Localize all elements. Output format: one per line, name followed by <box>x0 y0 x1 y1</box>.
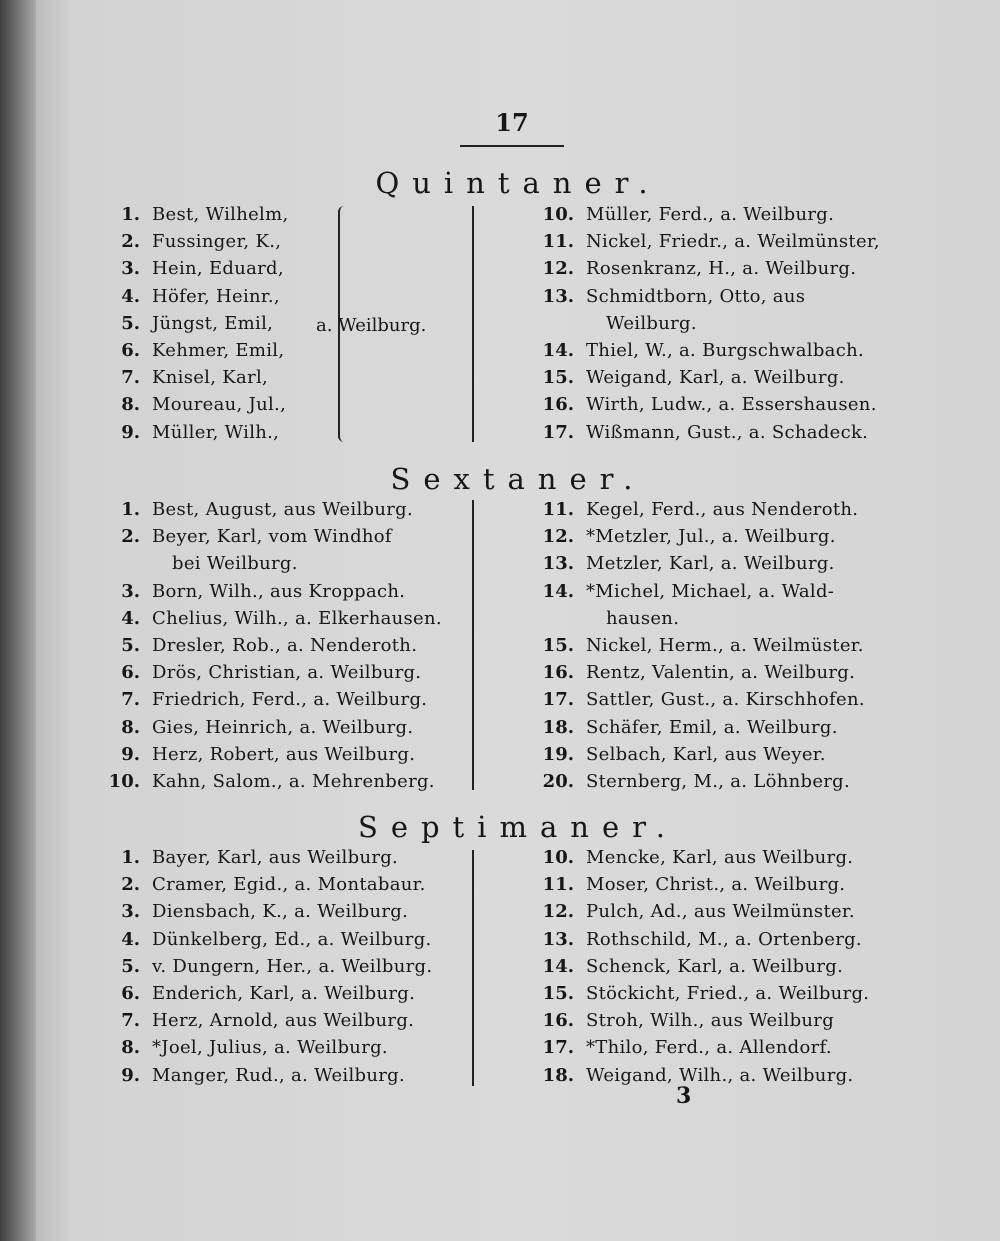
entry-text: v. Dungern, Her., a. Weilburg. <box>152 955 433 977</box>
list-entry <box>121 285 280 307</box>
entry-text: Moser, Christ., a. Weilburg. <box>586 874 846 896</box>
list-entry <box>121 312 274 334</box>
list-entry <box>121 394 287 416</box>
entry-text: Weigand, Wilh., a. Weilburg. <box>586 1064 854 1086</box>
entry-text: *Michel, Michael, a. Wald- <box>586 580 835 602</box>
entry-text: Knisel, Karl, <box>152 367 269 389</box>
entry-number: 13. <box>542 285 574 307</box>
list-entry <box>542 847 854 868</box>
entry-number: 1. <box>121 499 140 520</box>
list-entry <box>121 1010 415 1032</box>
list-entry <box>542 526 836 548</box>
signature-mark: 3 <box>676 1083 692 1109</box>
entry-text: Sattler, Gust., a. Kirschhofen. <box>586 689 865 711</box>
entry-text: Sternberg, M., a. Löhnberg. <box>586 771 851 792</box>
entry-number: 8. <box>121 716 140 738</box>
entry-text: hausen. <box>606 607 680 629</box>
list-entry <box>542 1064 854 1086</box>
entry-text: Herz, Robert, aus Weilburg. <box>152 743 416 765</box>
sextaner-column-rule <box>472 500 474 790</box>
list-entry <box>542 394 877 416</box>
entry-text: Bayer, Karl, aus Weilburg. <box>152 847 399 868</box>
list-entry <box>542 662 856 684</box>
entry-text: Herz, Arnold, aus Weilburg. <box>152 1010 415 1032</box>
entry-number: 11. <box>542 499 574 520</box>
entry-number: 3. <box>121 901 140 923</box>
entry-text: Best, Wilhelm, <box>152 204 289 225</box>
entry-text: Nickel, Herm., a. Weilmüster. <box>586 635 864 656</box>
entry-number: 12. <box>542 901 574 923</box>
list-entry <box>542 204 835 225</box>
entry-text: Weigand, Karl, a. Weilburg. <box>586 367 845 389</box>
entry-number: 5. <box>121 635 140 656</box>
septimaner-column-rule <box>472 850 474 1086</box>
list-entry <box>121 526 392 548</box>
entry-number: 8. <box>121 1037 140 1059</box>
entry-text: Stöckicht, Fried., a. Weilburg. <box>586 983 870 1004</box>
entry-text: *Joel, Julius, a. Weilburg. <box>152 1037 388 1059</box>
entry-number: 7. <box>121 367 140 389</box>
entry-text: Drös, Christian, a. Weilburg. <box>152 662 422 684</box>
entry-number: 2. <box>121 874 140 896</box>
list-entry <box>121 847 399 868</box>
entry-text: Dresler, Rob., a. Nenderoth. <box>152 635 418 656</box>
entry-text: Friedrich, Ferd., a. Weilburg. <box>152 689 428 711</box>
entry-number: 8. <box>121 394 140 416</box>
list-entry <box>542 231 880 253</box>
entry-number: 17. <box>542 421 574 443</box>
entry-number: 10. <box>542 847 574 868</box>
list-entry <box>606 313 697 334</box>
section-heading-sextaner: Sextaner. <box>390 462 646 496</box>
entry-text: *Metzler, Jul., a. Weilburg. <box>586 526 836 548</box>
entry-number: 3. <box>121 580 140 602</box>
list-entry <box>121 607 442 629</box>
entry-text: Best, August, aus Weilburg. <box>152 499 413 520</box>
entry-number: 7. <box>121 1010 140 1032</box>
entry-number: 19. <box>542 743 574 765</box>
list-entry <box>542 1037 832 1059</box>
list-entry <box>121 635 418 656</box>
list-entry <box>542 258 857 280</box>
section-heading-quintaner: Quintaner. <box>375 166 661 200</box>
list-entry <box>121 1037 388 1059</box>
list-entry <box>542 635 864 656</box>
entry-number: 16. <box>542 662 574 684</box>
entry-text: Schenck, Karl, a. Weilburg. <box>586 955 844 977</box>
entry-text: Weilburg. <box>606 312 697 334</box>
list-entry <box>542 716 838 738</box>
entry-number: 10. <box>542 204 574 225</box>
entry-number: 17. <box>542 689 574 711</box>
list-entry <box>542 874 846 896</box>
entry-text: Schäfer, Emil, a. Weilburg. <box>586 716 838 738</box>
entry-text: Höfer, Heinr., <box>152 285 280 307</box>
entry-text: Wirth, Ludw., a. Essershausen. <box>586 394 877 416</box>
entry-number: 20. <box>542 771 574 792</box>
list-entry <box>542 955 844 977</box>
entry-text: Fussinger, K., <box>152 231 282 253</box>
list-entry <box>542 901 855 923</box>
entry-number: 13. <box>542 928 574 950</box>
entry-number: 10. <box>108 771 140 792</box>
list-entry <box>542 928 862 950</box>
entry-text: Mencke, Karl, aus Weilburg. <box>586 847 854 868</box>
entry-number: 16. <box>542 1010 574 1032</box>
entry-number: 11. <box>542 231 574 253</box>
entry-text: bei Weilburg. <box>172 553 298 575</box>
list-entry <box>121 983 416 1004</box>
list-entry <box>121 901 409 923</box>
list-entry <box>121 1064 405 1086</box>
entry-number: 6. <box>121 340 140 361</box>
list-entry <box>121 258 284 280</box>
entry-text: *Thilo, Ferd., a. Allendorf. <box>586 1037 832 1059</box>
entry-number: 11. <box>542 874 574 896</box>
entry-text: Kahn, Salom., a. Mehrenberg. <box>152 771 435 792</box>
list-entry <box>542 340 865 361</box>
entry-number: 14. <box>542 580 574 602</box>
entry-text: Nickel, Friedr., a. Weilmünster, <box>586 231 880 253</box>
entry-number: 18. <box>542 716 574 738</box>
entry-number: 12. <box>542 526 574 548</box>
list-entry <box>121 955 433 977</box>
entry-number: 4. <box>121 285 140 307</box>
entry-text: Chelius, Wilh., a. Elkerhausen. <box>152 607 442 629</box>
list-entry <box>542 367 845 389</box>
entry-text: Metzler, Karl, a. Weilburg. <box>586 553 835 575</box>
entry-text: Beyer, Karl, vom Windhof <box>152 526 392 548</box>
entry-text: Moureau, Jul., <box>152 394 287 416</box>
list-entry <box>121 580 406 602</box>
list-entry <box>542 743 826 765</box>
entry-number: 4. <box>121 607 140 629</box>
list-entry <box>542 553 835 575</box>
entry-number: 7. <box>121 689 140 711</box>
list-entry <box>542 421 869 443</box>
entry-text: Manger, Rud., a. Weilburg. <box>152 1064 405 1086</box>
entry-number: 15. <box>542 983 574 1004</box>
entry-text: Rosenkranz, H., a. Weilburg. <box>586 258 857 280</box>
list-entry <box>542 689 865 711</box>
entry-text: Kehmer, Emil, <box>152 340 285 361</box>
list-entry <box>121 662 422 684</box>
section-heading-septimaner: Septimaner. <box>357 810 679 844</box>
entry-text: Rothschild, M., a. Ortenberg. <box>586 928 862 950</box>
entry-text: Dünkelberg, Ed., a. Weilburg. <box>152 928 432 950</box>
list-entry <box>121 874 426 896</box>
entry-number: 15. <box>542 635 574 656</box>
list-entry <box>542 1010 835 1032</box>
entry-number: 1. <box>121 847 140 868</box>
entry-number: 9. <box>121 421 140 443</box>
entry-number: 4. <box>121 928 140 950</box>
entry-number: 9. <box>121 1064 140 1086</box>
entry-text: Enderich, Karl, a. Weilburg. <box>152 983 416 1004</box>
entry-number: 13. <box>542 553 574 575</box>
list-entry <box>172 553 298 574</box>
document-page <box>36 0 1000 1241</box>
list-entry <box>108 771 435 792</box>
entry-number: 3. <box>121 258 140 280</box>
entry-number: 15. <box>542 367 574 389</box>
entry-text: Gies, Heinrich, a. Weilburg. <box>152 716 414 738</box>
list-entry <box>542 771 851 792</box>
entry-text: Stroh, Wilh., aus Weilburg <box>586 1010 835 1032</box>
entry-number: 14. <box>542 340 574 361</box>
entry-text: Müller, Ferd., a. Weilburg. <box>586 204 835 225</box>
list-entry <box>121 716 414 738</box>
quintaner-column-rule <box>472 206 474 442</box>
entry-text: Schmidtborn, Otto, aus <box>586 285 806 307</box>
entry-text: Hein, Eduard, <box>152 258 284 280</box>
page-number: 17 <box>460 108 564 147</box>
list-entry <box>542 499 859 520</box>
entry-number: 17. <box>542 1037 574 1059</box>
entry-number: 2. <box>121 526 140 548</box>
list-entry <box>606 608 679 629</box>
list-entry <box>121 231 282 253</box>
entry-text: Pulch, Ad., aus Weilmünster. <box>586 901 855 923</box>
entry-text: Jüngst, Emil, <box>152 312 274 334</box>
entry-text: Diensbach, K., a. Weilburg. <box>152 901 409 923</box>
entry-text: Rentz, Valentin, a. Weilburg. <box>586 662 856 684</box>
entry-number: 1. <box>121 204 140 225</box>
entry-number: 12. <box>542 258 574 280</box>
entry-text: Wißmann, Gust., a. Schadeck. <box>586 421 869 443</box>
entry-number: 2. <box>121 231 140 253</box>
list-entry <box>542 580 835 602</box>
entry-text: Müller, Wilh., <box>152 421 280 443</box>
list-entry <box>121 367 269 389</box>
list-entry <box>121 421 280 443</box>
entry-text: Cramer, Egid., a. Montabaur. <box>152 874 426 896</box>
entry-number: 5. <box>121 955 140 977</box>
entry-number: 16. <box>542 394 574 416</box>
list-entry <box>121 689 428 711</box>
list-entry <box>121 928 432 950</box>
list-entry <box>121 204 289 225</box>
entry-text: Thiel, W., a. Burgschwalbach. <box>586 340 865 361</box>
entry-text: Selbach, Karl, aus Weyer. <box>586 743 826 765</box>
entry-number: 9. <box>121 743 140 765</box>
entry-number: 6. <box>121 983 140 1004</box>
list-entry <box>121 340 285 361</box>
list-entry <box>542 983 870 1004</box>
quintaner-brace-label: a. Weilburg. <box>316 315 427 336</box>
entry-number: 5. <box>121 312 140 334</box>
entry-text: Kegel, Ferd., aus Nenderoth. <box>586 499 859 520</box>
entry-text: Born, Wilh., aus Kroppach. <box>152 580 406 602</box>
entry-number: 18. <box>542 1064 574 1086</box>
list-entry <box>121 499 413 520</box>
list-entry <box>542 285 806 307</box>
entry-number: 14. <box>542 955 574 977</box>
list-entry <box>121 743 416 765</box>
book-spine <box>0 0 36 1241</box>
entry-number: 6. <box>121 662 140 684</box>
